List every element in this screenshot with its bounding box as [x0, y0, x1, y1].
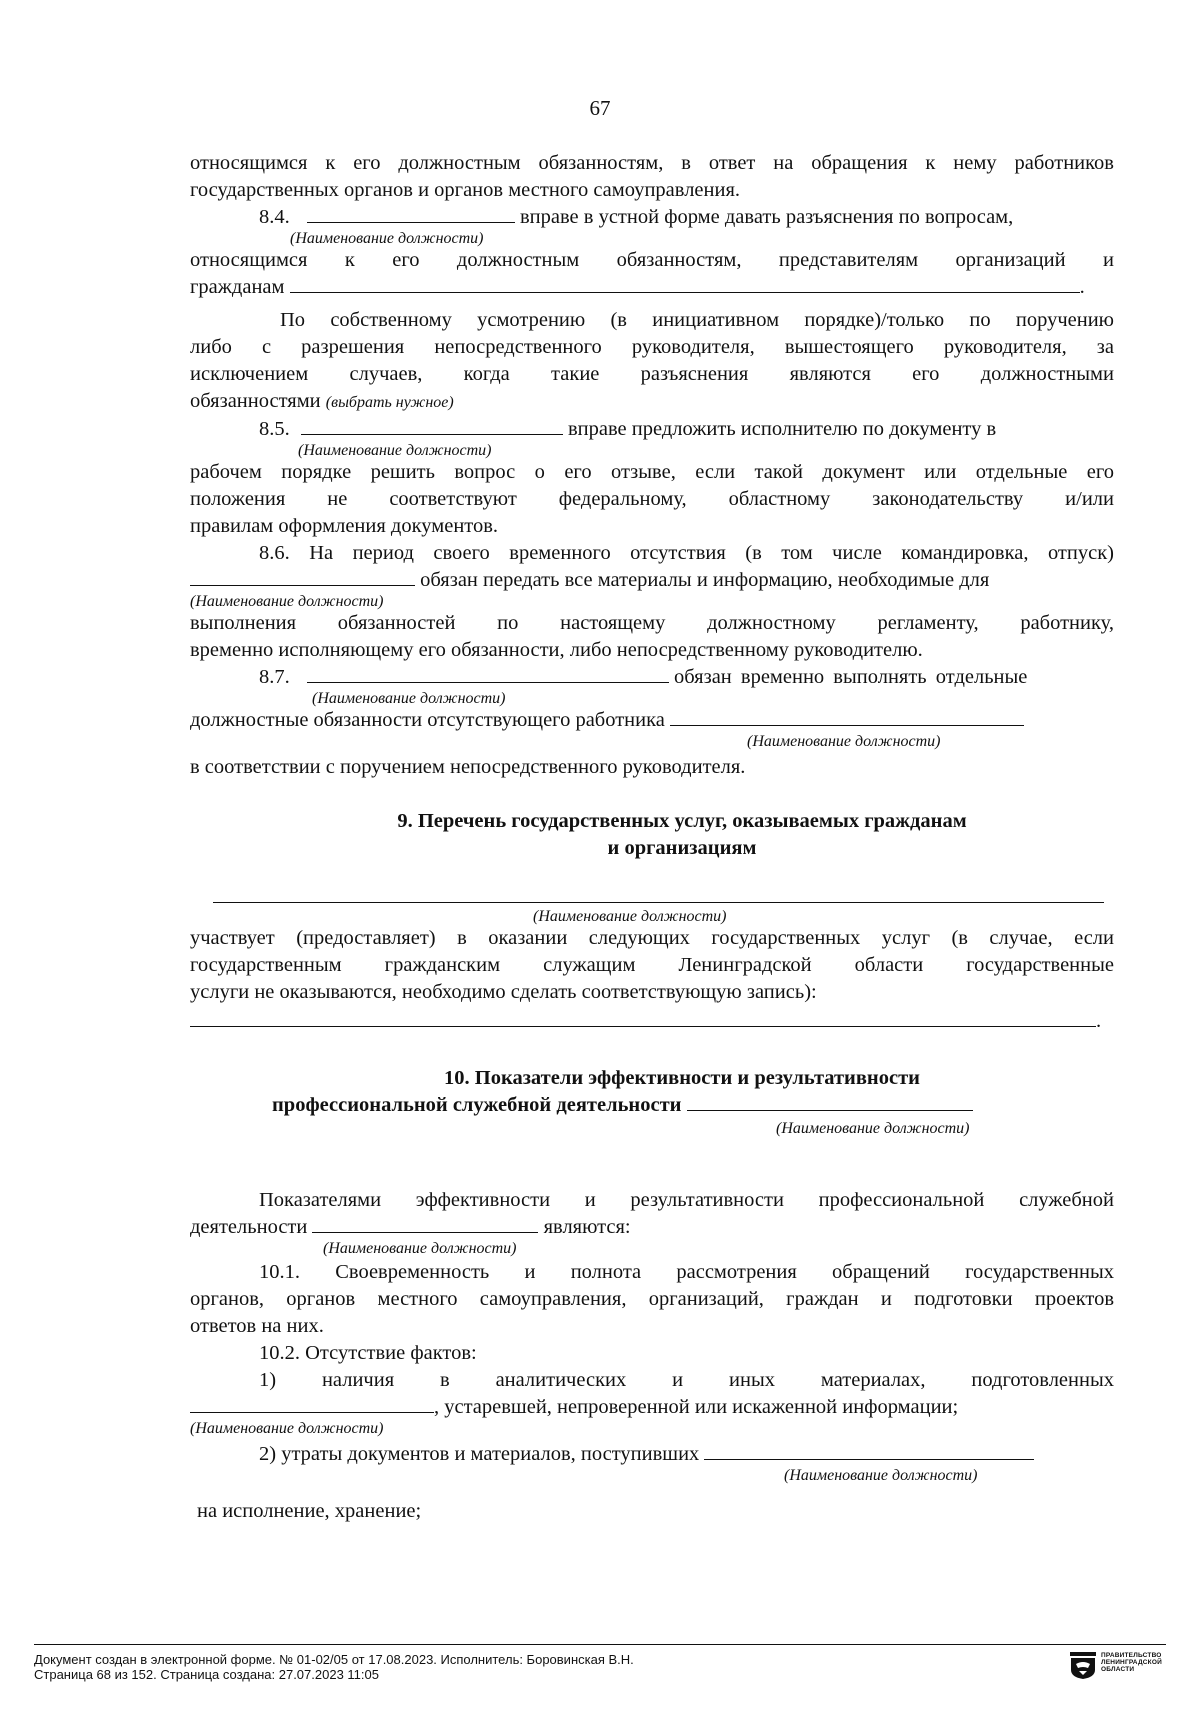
heading-text: профессиональной служебной деятельности: [272, 1094, 682, 1116]
paragraph-line: временно исполняющему его обязанности, либо непосредственному руководителю.: [190, 639, 923, 661]
paragraph-line: правилам оформления документов.: [190, 515, 499, 537]
info-text: , устаревшей, непроверенной или искаженной информации;: [434, 1396, 959, 1418]
document-body: [190, 150, 1114, 1525]
paragraph-line: относящимся к его должностным обязанностям, в ответ на обращения к нему работников: [190, 152, 1114, 174]
section-text: обязан передать все материалы и информацию, необходимые для: [420, 569, 990, 591]
paragraph-line: в соответствии с поручением непосредственного руководителя.: [190, 756, 746, 778]
position-caption: (Наименование должности): [533, 908, 727, 925]
position-caption: (Наименование должности): [190, 1420, 384, 1437]
heading-line: [190, 1092, 1114, 1119]
position-caption: (Наименование должности): [190, 593, 384, 610]
position-caption: (Наименование должности): [747, 733, 941, 750]
choose-hint: (выбрать нужное): [325, 394, 454, 411]
period: .: [1079, 276, 1085, 298]
are-text: являются:: [543, 1216, 631, 1238]
government-logo: [1070, 1652, 1162, 1680]
footer-divider: [34, 1644, 1166, 1645]
paragraph-line: государственных органов и органов местного самоуправления.: [190, 179, 741, 201]
heading-line: 10. Показатели эффективности и результативности: [444, 1067, 920, 1089]
position-caption: (Наименование должности): [312, 690, 506, 707]
logo-line: ЛЕНИНГРАДСКОЙ: [1101, 1659, 1162, 1666]
position-blank: [190, 1394, 434, 1413]
position-caption: (Наименование должности): [776, 1120, 970, 1137]
section-number: 8.7.: [259, 666, 290, 688]
absent-worker-text: должностные обязанности отсутствующего работника: [190, 709, 665, 731]
position-caption: (Наименование должности): [323, 1240, 517, 1257]
leningrad-oblast-emblem-icon: [1070, 1652, 1096, 1680]
section-text: вправе предложить исполнителю по документу в: [568, 418, 997, 440]
paragraph-line: 10.1. Своевременность и полнота рассмотрения обращений государственных: [259, 1261, 1114, 1283]
paragraph-line: 1) наличия в аналитических и иных материалах, подготовленных: [259, 1369, 1114, 1391]
paragraph-line: [190, 274, 1114, 301]
position-blank: [190, 567, 415, 586]
paragraph-line: участвует (предоставляет) в оказании следующих государственных услуг (в случае, если: [190, 927, 1114, 949]
position-blank: [301, 416, 563, 435]
paragraph-line: Показателями эффективности и результативности профессиональной служебной: [259, 1189, 1114, 1211]
activity-text: деятельности: [190, 1216, 308, 1238]
position-caption: (Наименование должности): [290, 230, 484, 247]
position-blank: [687, 1092, 973, 1111]
paragraph-line: рабочем порядке решить вопрос о его отзыве, если такой документ или отдельные его: [190, 461, 1114, 483]
paragraph-line: либо с разрешения непосредственного руководителя, вышестоящего руководителя, за: [190, 336, 1114, 358]
paragraph-line: [190, 1214, 1114, 1241]
logo-caption: [1101, 1652, 1162, 1673]
section-8-4-line: [190, 204, 1114, 231]
position-blank: [307, 204, 515, 223]
position-blank: [670, 707, 1024, 726]
fill-blank: [190, 1008, 1096, 1027]
paragraph-line: [190, 1394, 1114, 1421]
position-blank: [704, 1441, 1034, 1460]
services-blank-line: [190, 1008, 1114, 1035]
paragraph-line: исключением случаев, когда такие разъяснения являются его должностными: [190, 363, 1114, 385]
section-10-heading: [190, 1065, 1114, 1119]
paragraph-line: положения не соответствуют федеральному, областному законодательству и/или: [190, 488, 1114, 510]
section-text: обязан временно выполнять отдельные: [674, 666, 1028, 688]
position-blank: [312, 1214, 538, 1233]
section-8-7-line: [190, 664, 1114, 691]
paragraph-line: относящимся к его должностным обязанностям, представителям организаций и: [190, 249, 1114, 271]
page-number: 67: [589, 96, 611, 120]
paragraph-line: 8.6. На период своего временного отсутствия (в том числе командировка, отпуск): [259, 542, 1114, 564]
paragraph-line: ответов на них.: [190, 1315, 324, 1337]
document-footer: [34, 1652, 634, 1682]
position-caption: (Наименование должности): [784, 1467, 978, 1484]
paragraph-line: [190, 388, 1114, 416]
section-text: вправе в устной форме давать разъяснения по вопросам,: [520, 206, 1014, 228]
logo-line: ОБЛАСТИ: [1101, 1666, 1135, 1673]
loss-text: 2) утраты документов и материалов, поступивших: [259, 1443, 700, 1465]
citizens-label: гражданам: [190, 276, 285, 298]
fill-blank: [290, 274, 1080, 293]
period: .: [1096, 1010, 1102, 1032]
paragraph-line: [190, 1441, 1114, 1468]
logo-line: ПРАВИТЕЛЬСТВО: [1101, 1652, 1162, 1659]
duties-text: обязанностями: [190, 390, 321, 412]
paragraph-line: органов, органов местного самоуправления, организаций, граждан и подготовки проектов: [190, 1288, 1114, 1310]
section-9-heading: [190, 808, 1114, 862]
paragraph-line: По собственному усмотрению (в инициативном порядке)/только по поручению: [280, 309, 1114, 331]
section-number: 8.4.: [259, 206, 290, 228]
paragraph-line: [190, 707, 1114, 734]
footer-line: Страница 68 из 152. Страница создана: 27.07.2023 11:05: [34, 1667, 379, 1682]
section-8-6-line: [190, 567, 1114, 594]
heading-line: 9. Перечень государственных услуг, оказываемых гражданам: [397, 810, 967, 832]
paragraph-line: услуги не оказываются, необходимо сделать соответствующую запись):: [190, 981, 817, 1003]
heading-line: и организациям: [607, 837, 757, 859]
section-number: 8.5.: [259, 418, 290, 440]
paragraph-line: на исполнение, хранение;: [197, 1500, 422, 1522]
paragraph-line: выполнения обязанностей по настоящему должностному регламенту, работнику,: [190, 612, 1114, 634]
position-caption: (Наименование должности): [298, 442, 492, 459]
paragraph-line: государственным гражданским служащим Ленинградской области государственные: [190, 954, 1114, 976]
position-blank: [213, 902, 1104, 903]
footer-line: Документ создан в электронной форме. № 01-02/05 от 17.08.2023. Исполнитель: Боровинская В.Н.: [34, 1652, 634, 1667]
position-blank: [307, 664, 669, 683]
paragraph-line: 10.2. Отсутствие фактов:: [259, 1342, 477, 1364]
section-8-5-line: [190, 416, 1114, 443]
